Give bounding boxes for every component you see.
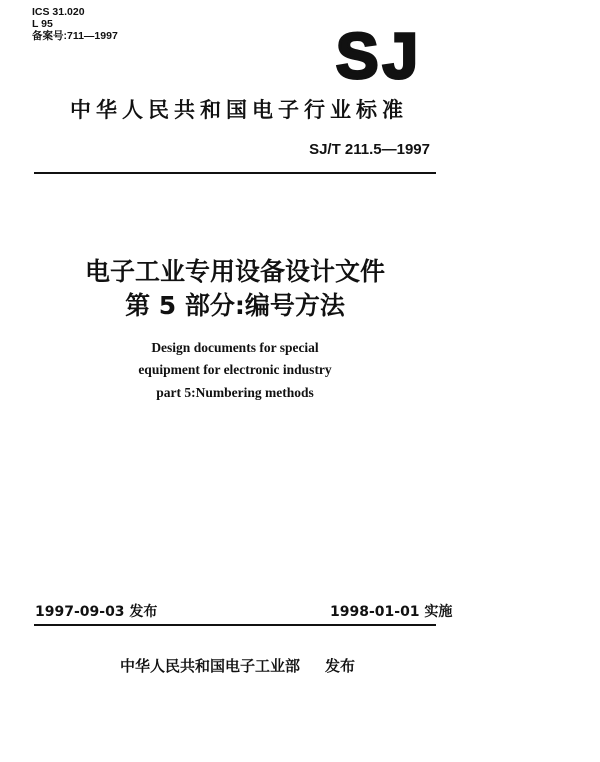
l-code: L 95 [32, 18, 53, 30]
document-title-en-line-1: Design documents for special [151, 340, 319, 355]
document-title-cn-line-1: 电子工业专用设备设计文件 [84, 257, 385, 286]
record-number: 备案号:711—1997 [32, 30, 118, 42]
top-divider [34, 172, 436, 174]
issue-date: 1997-09-03 发布 [35, 604, 158, 620]
ics-code: ICS 31.020 [32, 6, 85, 18]
document-title-en-line-3: part 5:Numbering methods [156, 385, 314, 400]
standard-number: SJ/T 211.5—1997 [309, 141, 430, 158]
bottom-divider [34, 624, 436, 626]
publisher-name: 中华人民共和国电子工业部 [120, 657, 301, 675]
sj-logo [326, 26, 432, 84]
classification-block [32, 6, 118, 42]
document-title-cn-line-2: 第 5 部分:编号方法 [125, 291, 345, 320]
svg-text:SJ: SJ [335, 26, 423, 84]
implementation-date: 1998-01-01 实施 [330, 604, 453, 620]
document-title-en-line-2: equipment for electronic industry [138, 362, 332, 377]
standard-category-title: 中华人民共和国电子行业标准 [70, 98, 408, 122]
publish-label: 发布 [325, 657, 356, 675]
